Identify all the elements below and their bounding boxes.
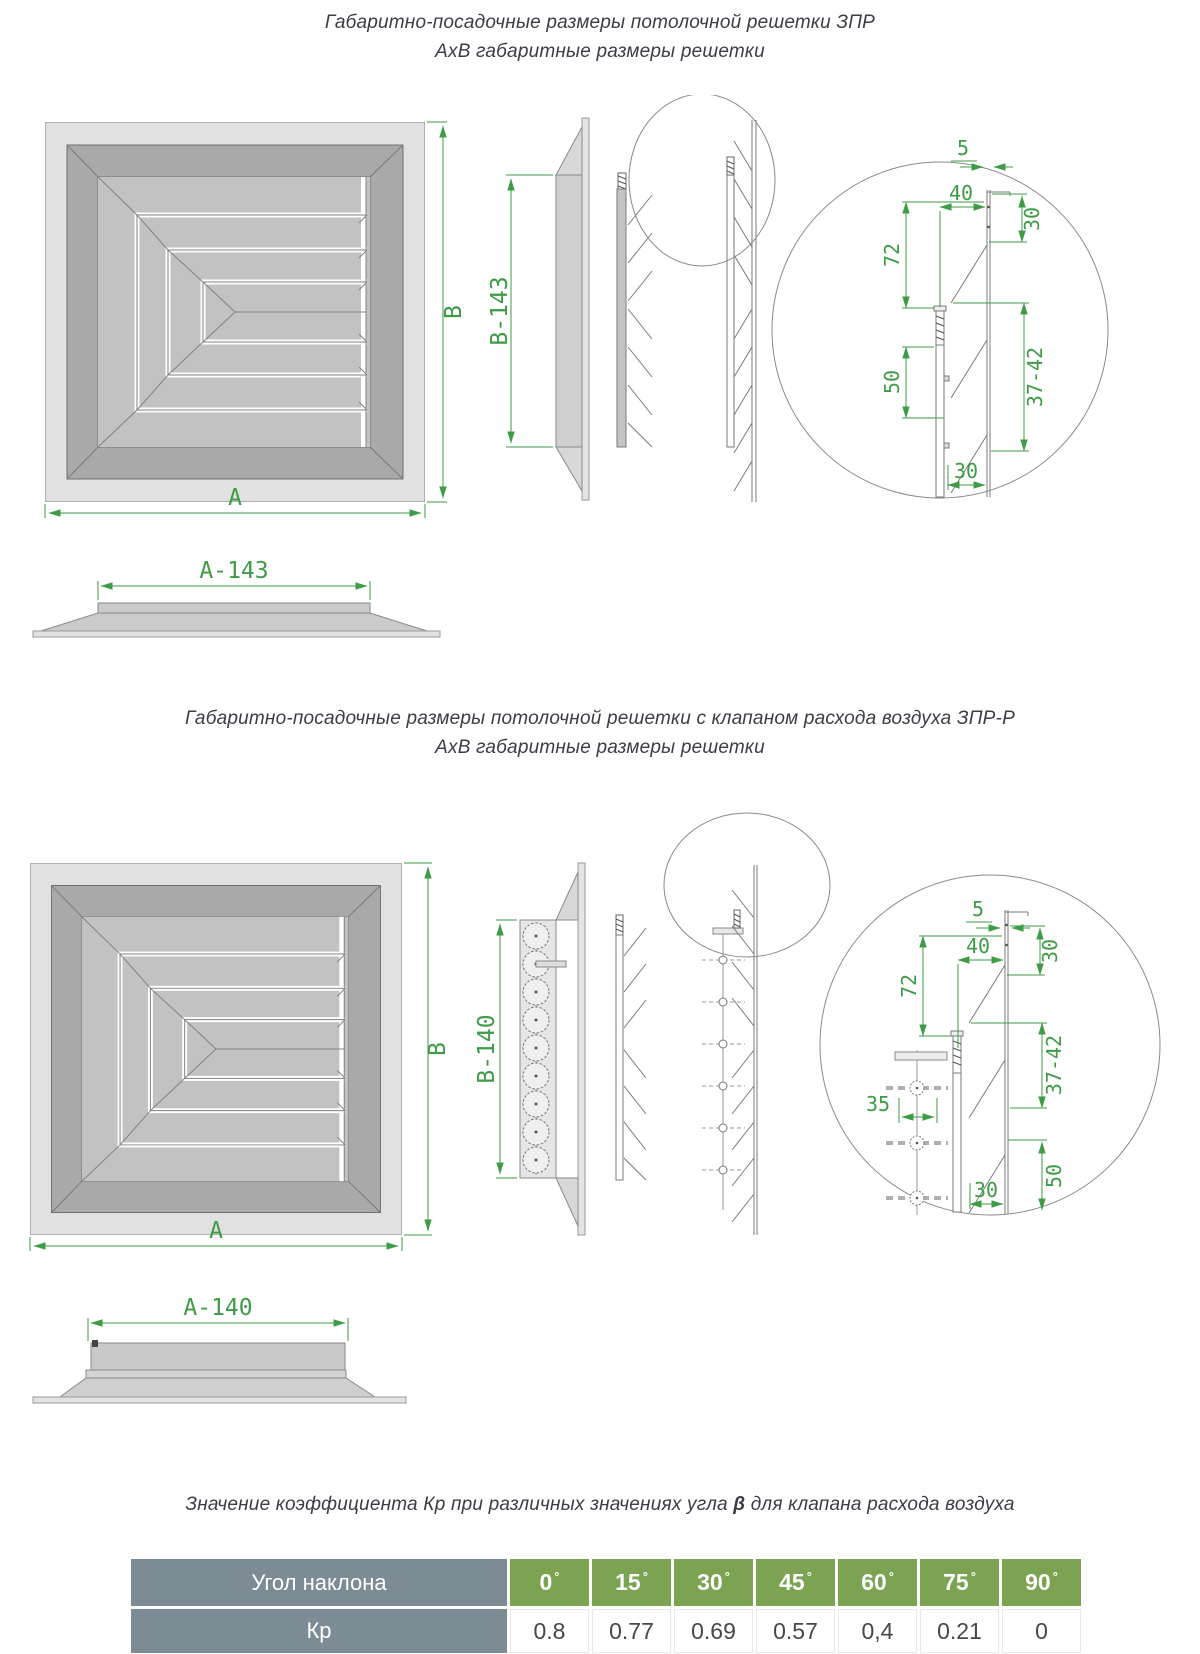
detail-dim-50: 50 xyxy=(1042,1163,1066,1189)
side-view-louvers xyxy=(616,915,646,1180)
kp-value: 0,4 xyxy=(838,1609,917,1653)
detail-dim-30-top: 30 xyxy=(1038,938,1062,964)
section2-title-line2: АхВ габаритные размеры решетки xyxy=(435,737,765,758)
kp-table-container xyxy=(128,1556,1084,1654)
detail-dim-30-bottom: 30 xyxy=(953,459,979,483)
row-header-kp: Кр xyxy=(131,1609,507,1653)
degree-symbol: ° xyxy=(970,1569,976,1585)
caption-after: для клапана расхода воздуха xyxy=(745,1494,1015,1515)
degree-symbol: ° xyxy=(642,1569,648,1585)
dim-a-label: A xyxy=(209,1218,223,1244)
kp-value: 0.8 xyxy=(510,1609,589,1653)
dimension-B xyxy=(404,863,451,1235)
degree-symbol: ° xyxy=(1052,1569,1058,1585)
kp-table xyxy=(128,1556,1084,1654)
detail-dim-37-42: 37-42 xyxy=(1023,346,1047,408)
side-view-valve xyxy=(474,863,585,1235)
detail-dim-30-top: 30 xyxy=(1020,206,1044,232)
dim-b140-label: B-140 xyxy=(474,1014,500,1084)
section2-title-line1: Габаритно-посадочные размеры потолочной решетки с клапаном расхода воздуха ЗПР-Р xyxy=(185,708,1015,729)
section2-title xyxy=(0,704,1200,762)
side-view-section xyxy=(629,95,775,502)
row-header-angle: Угол наклона xyxy=(131,1559,507,1606)
angle-header: 15 ° xyxy=(592,1559,671,1606)
kp-value: 0.69 xyxy=(674,1609,753,1653)
bottom-profile-view xyxy=(33,558,440,637)
detail-dim-40: 40 xyxy=(948,181,974,205)
dim-a143-label: A-143 xyxy=(199,558,269,584)
angle-header: 75 ° xyxy=(920,1559,999,1606)
coefficient-caption xyxy=(0,1494,1200,1516)
detail-dim-5: 5 xyxy=(971,897,985,921)
section1-title xyxy=(0,8,1200,66)
detail-circle xyxy=(820,875,1160,1215)
side-view-frame xyxy=(487,118,589,500)
detail-dim-72: 72 xyxy=(897,973,921,999)
section2-drawing xyxy=(0,810,1200,1470)
dim-a140-label: A-140 xyxy=(183,1295,253,1321)
detail-dim-5: 5 xyxy=(956,136,970,160)
detail-dim-37-42: 37-42 xyxy=(1042,1034,1066,1096)
angle-header-row xyxy=(131,1559,1081,1606)
degree-symbol: ° xyxy=(806,1569,812,1585)
degree-symbol: ° xyxy=(724,1569,730,1585)
dim-a-label: A xyxy=(228,485,242,511)
detail-dim-50: 50 xyxy=(880,369,904,395)
section1-title-line2: АхВ габаритные размеры решетки xyxy=(435,41,765,62)
dimension-B xyxy=(427,122,467,502)
section1-drawing xyxy=(0,95,1200,655)
valve-wheels xyxy=(523,923,566,1173)
degree-symbol: ° xyxy=(554,1569,560,1585)
detail-circle xyxy=(772,136,1108,498)
detail-dim-35: 35 xyxy=(865,1092,891,1116)
angle-header: 90 ° xyxy=(1002,1559,1081,1606)
degree-symbol: ° xyxy=(888,1569,894,1585)
kp-value: 0 xyxy=(1002,1609,1081,1653)
kp-value-row xyxy=(131,1609,1081,1653)
caption-before: Значение коэффициента Кр при различных значениях угла xyxy=(185,1494,734,1515)
section1-title-line1: Габаритно-посадочные размеры потолочной решетки ЗПР xyxy=(324,12,876,33)
kp-value: 0.77 xyxy=(592,1609,671,1653)
caption-beta: β xyxy=(733,1494,746,1515)
dim-b-label: B xyxy=(441,305,467,319)
detail-dim-40: 40 xyxy=(965,934,991,958)
angle-header: 45 ° xyxy=(756,1559,835,1606)
side-view-section xyxy=(664,813,830,1235)
valve-section-left xyxy=(886,1050,948,1215)
zoom-indicator-circle xyxy=(664,813,830,957)
detail-dim-72: 72 xyxy=(880,242,904,268)
angle-header: 0 ° xyxy=(510,1559,589,1606)
front-view-grille-zpr-r xyxy=(30,863,401,1234)
zoom-indicator-circle xyxy=(629,95,775,266)
front-view-grille-zpr xyxy=(46,123,425,502)
dim-b143-label: B-143 xyxy=(487,276,513,346)
bottom-profile-view xyxy=(33,1295,406,1403)
angle-header: 30 ° xyxy=(674,1559,753,1606)
detail-dim-30-bottom: 30 xyxy=(973,1178,999,1202)
kp-value: 0.57 xyxy=(756,1609,835,1653)
kp-value: 0.21 xyxy=(920,1609,999,1653)
dim-b-label: B xyxy=(425,1042,451,1056)
angle-header: 60 ° xyxy=(838,1559,917,1606)
